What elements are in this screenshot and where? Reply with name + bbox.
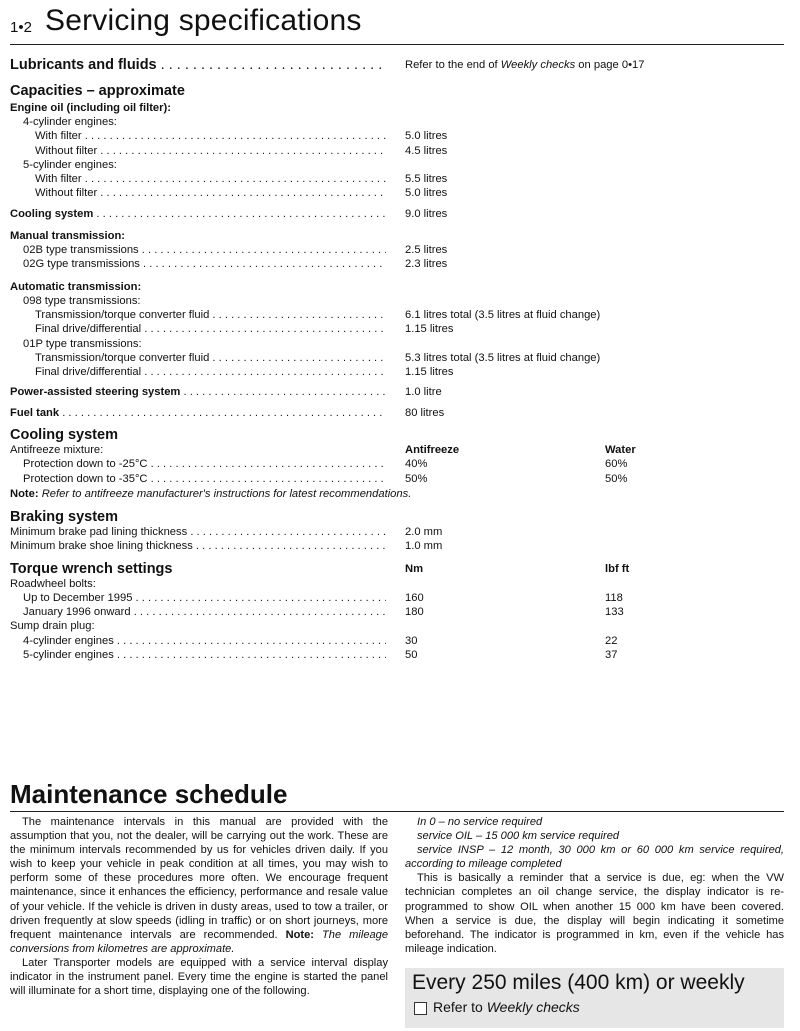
column-header-lbf: lbf ft — [605, 562, 630, 575]
section-heading-capacities: Capacities – approximate — [10, 83, 185, 99]
spec-row-steering: Power-assisted steering system . . . 1.0 litre — [10, 385, 784, 399]
paragraph: Later Transporter models are equipped with a service interval display indicator in the instrument panel. Every time the engine is started the panel will illuminate for a short time, displaying one of the following. — [10, 956, 388, 998]
group-label: Antifreeze mixture: — [10, 444, 104, 457]
group-label: 098 type transmissions: — [23, 294, 141, 307]
page-header — [10, 6, 784, 45]
spec-row-fuel-tank: Fuel tank . . . 80 litres — [10, 406, 784, 420]
torque-heading: Torque wrench settings — [10, 560, 173, 577]
spec-value: 133 — [605, 606, 624, 619]
spec-row: Final drive/differential . . . 1.15 litres — [10, 322, 784, 336]
spec-row: Transmission/torque converter fluid . . . 5.3 litres total (3.5 litres at fluid change) — [10, 351, 784, 365]
spec-value: 80 litres — [405, 406, 445, 419]
spec-value: 5.5 litres — [405, 173, 448, 186]
indicator-line: service INSP – 12 month, 30 000 km or 60 000 km service required, according to mileage completed — [405, 844, 784, 871]
section-heading-braking: Braking system — [10, 508, 118, 525]
group-label: 4-cylinder engines: — [23, 116, 117, 128]
spec-value: 50% — [605, 472, 628, 485]
spec-value: 118 — [605, 591, 623, 604]
box-title: Every 250 miles (400 km) or weekly — [412, 971, 745, 994]
group-label: Roadwheel bolts: — [10, 577, 96, 590]
group-label: 5-cylinder engines: — [23, 158, 117, 171]
spec-value: 50% — [405, 472, 428, 485]
section-heading-torque — [10, 554, 784, 577]
spec-row: 02B type transmissions . . . 2.5 litres — [10, 243, 784, 257]
spec-value: 2.3 litres — [405, 258, 448, 271]
column-header-row — [10, 443, 784, 457]
spec-value: 1.15 litres — [405, 323, 454, 336]
spec-value: Refer to the end of Weekly checks on page 0•17 — [405, 59, 645, 71]
page-title: Servicing specifications — [45, 4, 362, 37]
column-header-water: Water — [605, 444, 636, 457]
maintenance-right-column — [405, 815, 784, 956]
maintenance-left-column — [10, 815, 388, 998]
box-item: Refer to Weekly checks — [433, 999, 580, 1015]
spec-value: 6.1 litres total (3.5 litres at fluid change) — [405, 308, 601, 321]
spec-row: With filter . . . 5.0 litres — [10, 129, 784, 143]
paragraph: This is basically a reminder that a service is due, eg: when the VW technician completes an oil change service, the display indicator is re-programmed to show OIL when another 15 000 km have been covered. When a service is due, the display will begin indicating it sometime beforehand. The indicator is programmed in km, even if the vehicle has mileage indication. — [405, 872, 784, 955]
group-label: Sump drain plug: — [10, 620, 95, 633]
column-header-nm: Nm — [405, 562, 424, 575]
spec-value: 4.5 litres — [405, 144, 448, 157]
spec-value: 9.0 litres — [405, 207, 448, 220]
subheading-engine-oil: Engine oil (including oil filter): — [10, 102, 171, 114]
spec-value: 30 — [405, 634, 418, 647]
paragraph: The maintenance intervals in this manual are provided with the assumption that you, not the dealer, will be carrying out the work. These are the minimum intervals recommended by us for vehicles driven daily. If you wish to keep your vehicle in peak condition at all times, you may wish to perform some of these procedures more often. We encourage frequent maintenance, since it enhances the efficiency, performance and resale value of your vehicle. If the vehicle is driven in dusty areas, used to tow a trailer, or driven frequently at slow speeds (idling in traffic) or on short journeys, more frequent maintenance intervals are recommended. Note: The mileage conversions from kilometres are approximate. — [10, 816, 388, 955]
spec-value: 160 — [405, 591, 424, 604]
spec-row: Without filter . . . 4.5 litres — [10, 144, 784, 158]
spec-value: 2.0 mm — [405, 525, 443, 538]
spec-row: Minimum brake pad lining thickness . . . 2.0 mm — [10, 525, 784, 539]
spec-value: 1.15 litres — [405, 366, 454, 379]
spec-row: Up to December 1995 . . . 160 118 — [10, 591, 784, 605]
maintenance-header — [10, 778, 784, 812]
spec-value: 40% — [405, 458, 428, 471]
spec-row: Transmission/torque converter fluid . . . 6.1 litres total (3.5 litres at fluid change) — [10, 308, 784, 322]
spec-row: January 1996 onward . . . 180 133 — [10, 605, 784, 619]
spec-value: 1.0 mm — [405, 540, 443, 553]
spec-value: 5.3 litres total (3.5 litres at fluid change) — [405, 351, 601, 364]
maintenance-title: Maintenance schedule — [10, 779, 288, 809]
spec-row: 4-cylinder engines . . . 30 22 — [10, 634, 784, 648]
note: Note: Refer to antifreeze manufacturer's instructions for latest recommendations. — [10, 487, 412, 500]
spec-value: 60% — [605, 458, 628, 471]
spec-value: 50 — [405, 649, 418, 662]
specifications-list — [10, 54, 784, 662]
spec-value: 22 — [605, 634, 618, 647]
spec-value: 2.5 litres — [405, 244, 448, 257]
spec-value: 5.0 litres — [405, 187, 448, 200]
spec-row: Minimum brake shoe lining thickness . . . 1.0 mm — [10, 539, 784, 553]
spec-row: 5-cylinder engines . . . 50 37 — [10, 648, 784, 662]
spec-value: 180 — [405, 606, 424, 619]
spec-row: Protection down to -35°C . . . 50% 50% — [10, 472, 784, 486]
section-heading-cooling: Cooling system — [10, 427, 118, 444]
checkbox-icon[interactable] — [414, 1002, 427, 1015]
subheading-manual-transmission: Manual transmission: — [10, 230, 126, 243]
spec-row-lubricants — [10, 54, 784, 76]
spec-row: 02G type transmissions . . . 2.3 litres — [10, 257, 784, 271]
page-number: 1•2 — [10, 19, 32, 36]
spec-row-cooling-capacity: Cooling system . . . 9.0 litres — [10, 207, 784, 221]
subheading-automatic-transmission: Automatic transmission: — [10, 280, 142, 293]
spec-row: Protection down to -25°C . . . 40% 60% — [10, 457, 784, 471]
spec-row: Final drive/differential . . . 1.15 litres — [10, 365, 784, 379]
spec-label: Lubricants and fluids . . . — [10, 57, 386, 73]
spec-value: 5.0 litres — [405, 130, 448, 143]
spec-value: 1.0 litre — [405, 386, 442, 399]
weekly-checks-box — [405, 968, 784, 1028]
group-label: 01P type transmissions: — [23, 337, 142, 350]
indicator-line: In 0 – no service required — [417, 816, 543, 828]
spec-value: 37 — [605, 649, 618, 662]
spec-row: Without filter . . . 5.0 litres — [10, 186, 784, 200]
indicator-line: service OIL – 15 000 km service required — [417, 830, 620, 843]
spec-row: With filter . . . 5.5 litres — [10, 172, 784, 186]
column-header-antifreeze: Antifreeze — [405, 444, 460, 457]
